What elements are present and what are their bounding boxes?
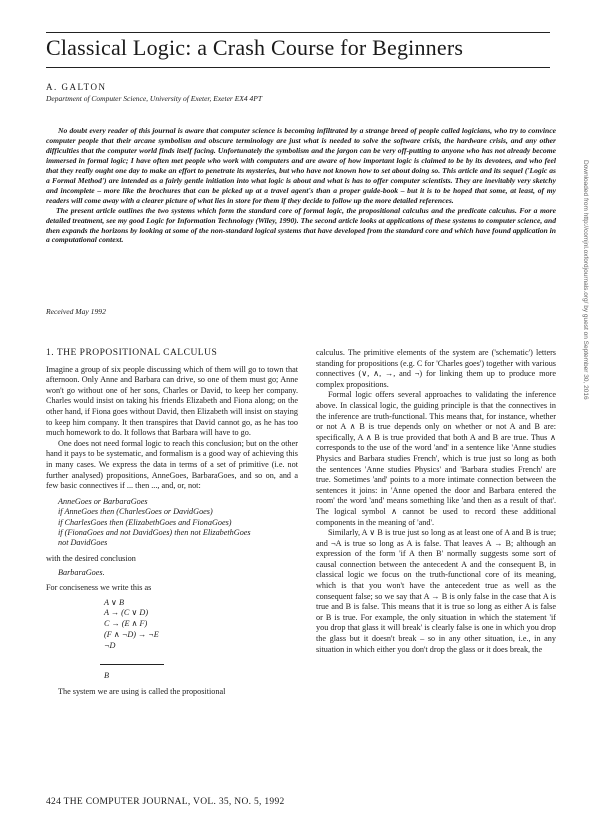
body-paragraph: One does not need formal logic to reach this conclusion; but on the other hand it pays to be systematic, and formalism is a good way of achieving this in many cases. We express the data in terms of a set of primitive (i.e. not further analysed) propositions, AnneGoes, BarbaraGoes, and so on, and a few basic connectives if ... then ..., and, or, not: [46,438,298,491]
top-rule [46,32,550,33]
premise-line: if CharlesGoes then (ElizabethGoes and FionaGoes) [58,517,232,527]
section-heading: 1. THE PROPOSITIONAL CALCULUS [46,348,218,358]
formula-list [46,598,298,682]
body-paragraph: calculus. The primitive elements of the system are ('schematic') letters standing for propositions (e.g. C for 'Charles goes') together with various connectives (∨, ∧, →, and ¬) for linking them up to produce more complex propositions. [316,348,556,389]
author-name: A. GALTON [46,82,107,92]
title-rule [46,67,550,68]
formula-line: A → (C ∨ D) [104,608,149,618]
body-paragraph: The system we are using is called the propositional [58,687,226,697]
abstract-paragraph-1: No doubt every reader of this journal is aware that computer science is becoming infiltrated by a strange breed of people called logicians, who try to convince computer people that their arcane symbolism and obscure terminology are just what is needed to solve the software crisis, the hardware crisis, and any other difficulties that the computer world finds itself facing. Unfortunately the symbolism and the jargon can be very off-putting to anyone who has not already become immersed in formal logic; I have often met people who work with computers and are aware of how important logic is claimed to be by its devotees, and who feel that they really ought one day to make an effort to penetrate its mysteries, but who have not known how to set about doing so. This article and its sequel ('Logic as a Formal Method') are intended as a fairly gentle initiation into what logic is about and what is has to offer computer scientists. They are inevitably very sketchy and incomplete – more like the brochures that can be picked up at a travel agent's than a proper guide-book – but it is to be hoped that some, at least, of my readers will come away with a clearer picture of what lies in store for them if they decide to follow up the more detailed references. [46,126,556,205]
formula-conclusion: B [104,670,110,680]
article-title: Classical Logic: a Crash Course for Beginners [46,35,464,60]
abstract-paragraph-2: The present article outlines the two systems which form the standard core of formal logic, the propositional calculus and the predicate calculus. For a more detailed treatment, see my good Logic for Information Technology (Wiley, 1990). The second article looks at applications of these systems to computer science, and then expands the horizons by looking at some of the non-standard logical systems that have developed from the standard core and which have found application in a computational context. [46,205,556,245]
formula-line: (F ∧ ¬D) → ¬E [104,629,159,639]
right-column [316,348,556,655]
premise-list [46,497,298,549]
formula-line: C → (E ∧ F) [104,619,148,629]
premise-line: if (FionaGoes and not DavidGoes) then not ElizabethGoes [58,527,251,537]
abstract [46,126,556,245]
author-affiliation: Department of Computer Science, University of Exeter, Exeter EX4 4PT [46,94,262,103]
page-footer: 424 THE COMPUTER JOURNAL, VOL. 35, NO. 5, 1992 [46,797,285,807]
body-paragraph: Similarly, A ∨ B is true just so long as at least one of A and B is true; and ¬A is true so long as A is false. That leaves A → B; although an expression of the form 'if A then B' normally suggests some sort of causal connection between the antecedent A and the consequent B, in classical logic we focus on the truth-functional core of its meaning, which is that you won't have the antecedent true as well as the consequent false; so we say that A → B is only false in the case that A is true and B is false. This means that it is true so long as either A is false or B is true. For example, the only situation in which the statement 'if you drop that glass it will break' is clearly false is one in which you drop the glass but it doesn't break – so in any other situation, i.e., in any situation in which either you don't drop the glass or it does break, the [316,528,556,654]
conclusion-line: BarbaraGoes. [58,568,105,578]
body-paragraph: Imagine a group of six people discussing which of them will go to town that afternoon. Only Anne and Barbara can drive, so one of them must go; Anne won't go without one of her sons, Charles or David, to keep her company. Charles would insist on taking his friends Elizabeth and Fiona along; on the other hand, if Fiona goes without David, then Elizabeth will insist on staying to keep him company. It then transpires that David cannot go, as he has too much homework to do. It follows that Barbara will have to go. [46,364,298,438]
inference-line [100,652,164,665]
side-watermark [581,160,591,760]
formula-line: ¬D [104,640,116,650]
formula-line: A ∨ B [104,597,124,607]
left-column [46,348,298,698]
body-paragraph: with the desired conclusion [46,553,136,563]
premise-line: AnneGoes or BarbaraGoes [58,496,148,506]
body-paragraph: For conciseness we write this as [46,582,152,592]
received-date: Received May 1992 [46,307,106,316]
body-paragraph: Formal logic offers several approaches to validating the inference above. In classical logic, the guiding principle is that the connectives in the inference are truth-functional. This means that, for instance, whether or not A ∧ B is true depends only on whether or not A and B are: specifically, A ∧ B is true provided that both A and B are true. Thus ∧ corresponds to the use of the word 'and' in a sentence like 'Anne studies Physics and Barbara studies French', which is true just so long as both the sentences 'Anne studies Physics' and 'Barbara studies French' are true. Sometimes 'and' points to a more intimate connection between the sentences it joins: in 'Anne opened the door and Barbara entered the room' the word 'and' means something like 'and then as a result of that'. The logical symbol ∧ cannot be used to record these additional components in the meaning of 'and'. [316,390,556,527]
premise-line: if AnneGoes then (CharlesGoes or DavidGoes) [58,507,213,517]
download-note: Downloaded from http://comjnl.oxfordjournals.org/ by guest on September 30, 2016 [582,160,589,400]
premise-line: not DavidGoes [58,538,108,548]
